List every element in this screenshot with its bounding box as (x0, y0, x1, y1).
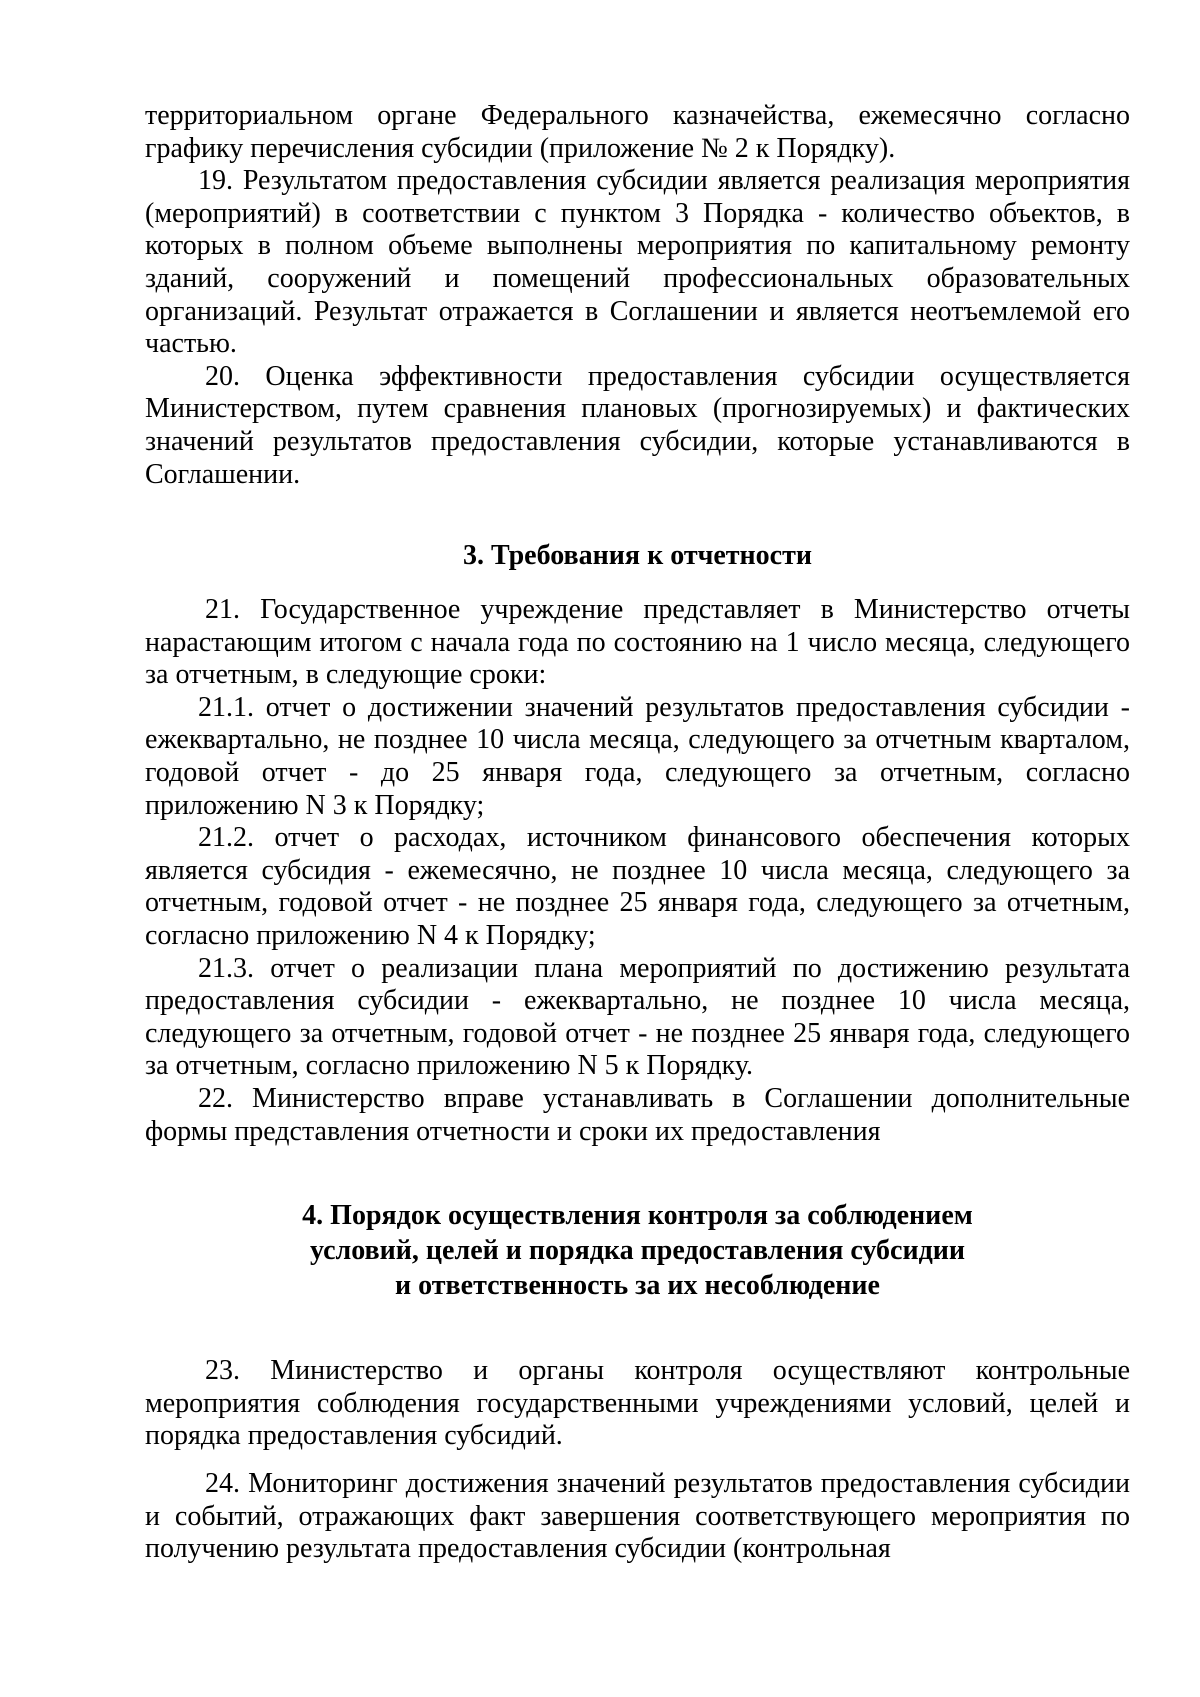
paragraph-23: 23. Министерство и органы контроля осуществляют контрольные мероприятия соблюдения государственными учреждениями условий, целей и порядка предоставления субсидий. (145, 1355, 1130, 1452)
section-4-heading (145, 1198, 1130, 1303)
paragraph-21-1: 21.1. отчет о достижении значений результатов предоставления субсидии - ежеквартально, не позднее 10 числа месяца, следующего за отчетным кварталом, годовой отчет - до 25 января года, следующего за отчетным, согласно приложению N 3 к Порядку; (145, 691, 1130, 821)
paragraph-22: 22. Министерство вправе устанавливать в Соглашении дополнительные формы представления отчетности и сроки их предоставления (145, 1082, 1130, 1147)
paragraph-24: 24. Мониторинг достижения значений результатов предоставления субсидии и событий, отражающих факт завершения соответствующего мероприятия по получению результата предоставления субсидии (контрольная (145, 1468, 1130, 1565)
text-block-4 (145, 1468, 1130, 1566)
text-block-2 (145, 594, 1130, 1148)
section-3-heading (145, 538, 1130, 573)
paragraph-21-2: 21.2. отчет о расходах, источником финансового обеспечения которых является субсидия - ежемесячно, не позднее 10 числа месяца, следующего за отчетным, годовой отчет - не позднее 25 января года, следующего за отчетным, согласно приложению N 4 к Порядку; (145, 822, 1130, 951)
section-3-title: 3. Требования к отчетности (462, 540, 812, 571)
text-block-1 (145, 100, 1130, 491)
text-block-3 (145, 1355, 1130, 1453)
paragraph-19: 19. Результатом предоставления субсидии является реализация мероприятия (мероприятий) в соответствии с пунктом 3 Порядка - количество объектов, в которых в полном объеме выполнены мероприятия по капитальному ремонту зданий, сооружений и помещений профессиональных образовательных организаций. Результат отражается в Соглашении и является неотъемлемой его частью. (145, 165, 1130, 360)
paragraph-21: 21. Государственное учреждение представляет в Министерство отчеты нарастающим итогом с начала года по состоянию на 1 число месяца, следующего за отчетным, в следующие сроки: (145, 594, 1130, 691)
paragraph-21-3: 21.3. отчет о реализации плана мероприятий по достижению результата предоставления субсидии - ежеквартально, не позднее 10 числа месяца, следующего за отчетным, годовой отчет - не позднее 25 января года, следующего за отчетным, согласно приложению N 5 к Порядку. (145, 952, 1130, 1082)
paragraph-20: 20. Оценка эффективности предоставления субсидии осуществляется Министерством, путем сравнения плановых (прогнозируемых) и фактических значений результатов предоставления субсидии, которые устанавливаются в Соглашении. (145, 360, 1130, 490)
section-4-title-line-2: условий, целей и порядка предоставления субсидии (309, 1235, 966, 1266)
paragraph-continuation: территориальном органе Федерального казначейства, ежемесячно согласно графику перечисления субсидии (приложение № 2 к Порядку). (145, 100, 1130, 164)
section-4-title-line-1: 4. Порядок осуществления контроля за соблюдением (302, 1200, 973, 1231)
section-4-title-line-3: и ответственность за их несоблюдение (395, 1270, 880, 1301)
